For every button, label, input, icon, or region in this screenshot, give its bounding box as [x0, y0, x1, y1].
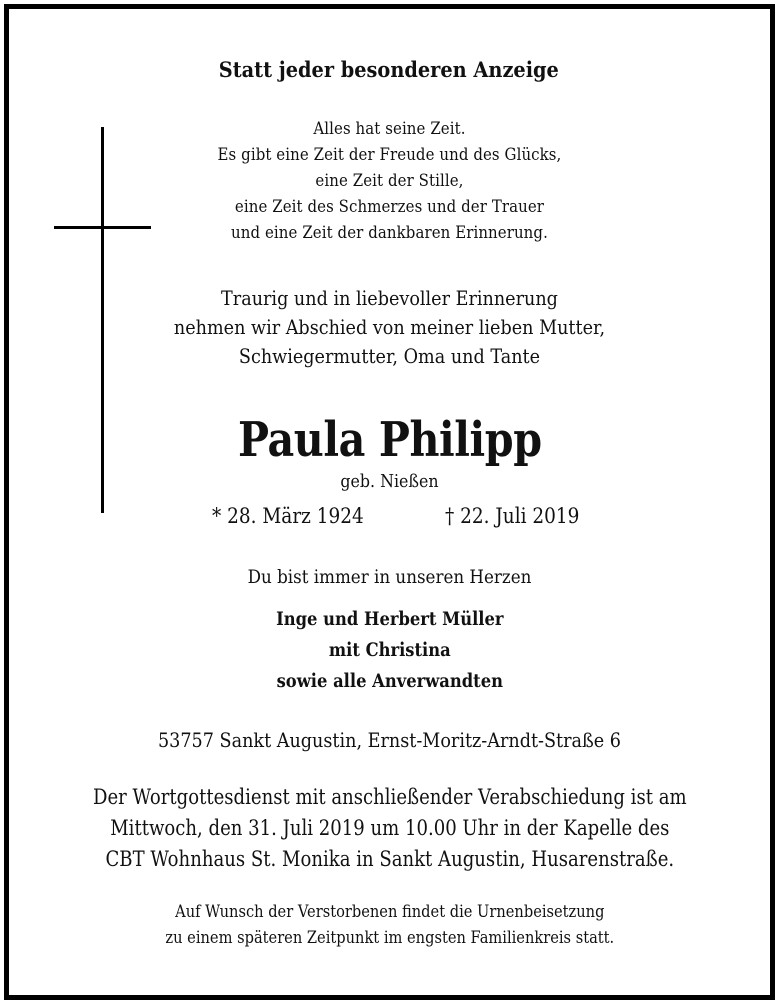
mourner-line: sowie alle Anverwandten [276, 670, 504, 692]
service-line: Der Wortgottesdienst mit anschließender Verabschiedung ist am [93, 785, 687, 809]
deceased-name: Paula Philipp [237, 412, 542, 468]
poem-line: eine Zeit des Schmerzes und der Trauer [234, 197, 545, 217]
motto-line: Du bist immer in unseren Herzen [247, 566, 532, 588]
intro-line: Schwiegermutter, Oma und Tante [238, 344, 541, 368]
service-line: Mittwoch, den 31. Juli 2019 um 10.00 Uhr in der Kapelle des [110, 816, 670, 840]
poem-line: Alles hat seine Zeit. [313, 119, 466, 139]
intro-line: Traurig und in liebevoller Erinnerung [221, 286, 558, 310]
mourner-line: mit Christina [328, 639, 451, 661]
poem-line: und eine Zeit der dankbaren Erinnerung. [231, 223, 548, 243]
notice-header: Statt jeder besonderen Anzeige [218, 57, 559, 82]
address-line: 53757 Sankt Augustin, Ernst-Moritz-Arndt-Straße 6 [157, 728, 622, 752]
mourner-line: Inge und Herbert Müller [276, 608, 504, 630]
note-line: Auf Wunsch der Verstorbenen findet die Urnenbeisetzung [175, 902, 605, 922]
service-line: CBT Wohnhaus St. Monika in Sankt Augustin, Husarenstraße. [105, 847, 675, 871]
death-date: † 22. Juli 2019 [445, 504, 580, 528]
intro-line: nehmen wir Abschied von meiner lieben Mutter, [173, 315, 606, 339]
maiden-name: geb. Nießen [340, 471, 439, 492]
birth-date: * 28. März 1924 [212, 504, 364, 528]
note-line: zu einem späteren Zeitpunkt im engsten Familienkreis statt. [165, 928, 615, 948]
poem-line: eine Zeit der Stille, [315, 171, 464, 191]
poem-line: Es gibt eine Zeit der Freude und des Glücks, [217, 145, 562, 165]
